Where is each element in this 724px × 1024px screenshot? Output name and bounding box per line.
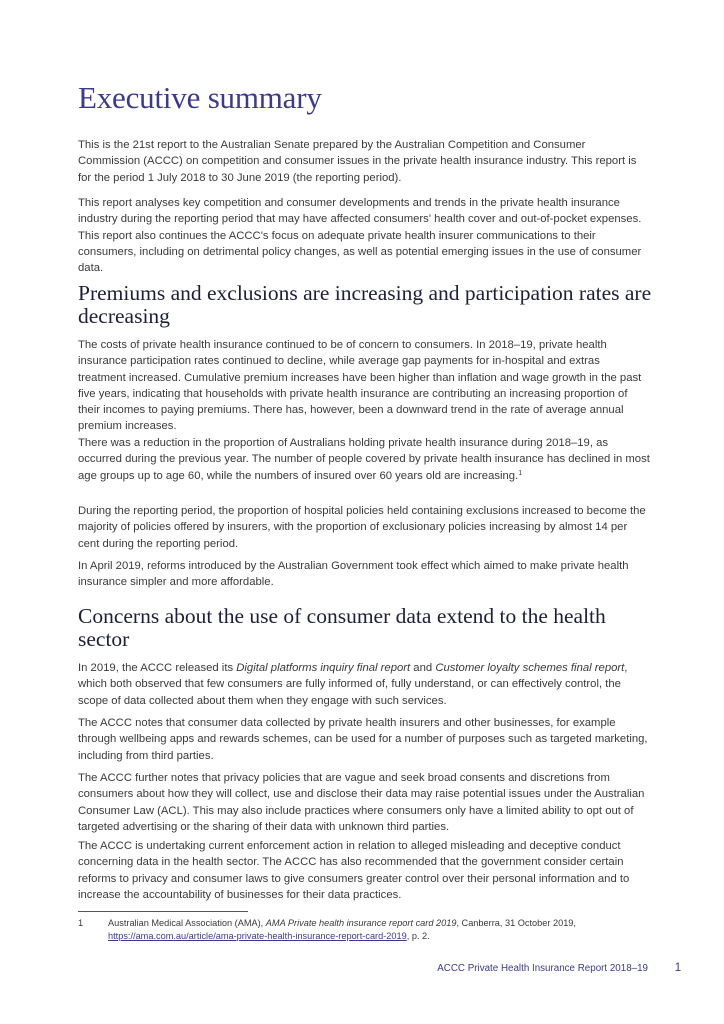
- footnote-place-date: , Canberra, 31 October 2019,: [456, 918, 576, 928]
- footnote-text: [108, 917, 648, 943]
- data-paragraph-4: The ACCC is undertaking current enforcement action in relation to alleged misleading and deceptive conduct concerning data in the health sector. The ACCC has also recommended that the government consider certain reforms to privacy and consumer laws to give consumers greater control over their personal information and to increase the accountability of businesses for their data practices.: [78, 840, 630, 901]
- footnote-title: AMA Private health insurance report card 2019: [265, 918, 457, 928]
- premiums-paragraph-1: The costs of private health insurance continued to be of concern to consumers. In 2018–19, private health insurance participation rates continued to decline, while average gap payments for in-hospital and extras treatment increased. Cumulative premium increases have been higher than inflation and wage growth in the past five years, indicating that households with private health insurance are contributing an increasing proportion of their incomes to paying premiums. There has, however, been a downward trend in the rate of average annual premium increases.: [78, 339, 642, 433]
- premiums-paragraph-2: [78, 435, 650, 484]
- data-paragraph-1-and: and: [410, 662, 436, 674]
- section-heading-consumer-data: Concerns about the use of consumer data extend to the health sector: [78, 604, 606, 651]
- footnote-reference[interactable]: 1: [518, 469, 523, 477]
- report-title-digital-platforms: Digital platforms inquiry final report: [236, 662, 411, 674]
- intro-paragraph-2: This report analyses key competition and consumer developments and trends in the private health insurance industry during the reporting period that may have affected consumers' health cover and out-of-pocket expenses. This report also continues the ACCC's focus on adequate private health insurer communications to their consumers, including on detrimental policy changes, as well as potential emerging issues in the use of consumer data.: [78, 197, 642, 275]
- data-paragraph-1: [78, 660, 650, 709]
- page-number: 1: [674, 962, 682, 974]
- data-paragraph-1-lead: In 2019, the ACCC released its: [78, 662, 237, 674]
- footer-report-name: ACCC Private Health Insurance Report 2018–19: [437, 963, 648, 974]
- intro-paragraph-1: This is the 21st report to the Australian Senate prepared by the Australian Competition and Consumer Commission (ACCC) on competition and consumer issues in the private health insurance industry. This report is for the period 1 July 2018 to 30 June 2019 (the reporting period).: [78, 139, 637, 184]
- footnote-number: 1: [78, 918, 84, 928]
- section-heading-premiums: Premiums and exclusions are increasing and participation rates are decreasing: [78, 281, 652, 328]
- premiums-paragraph-3: During the reporting period, the proportion of hospital policies held containing exclusions increased to become the majority of policies offered by insurers, with the proportion of exclusionary policies increasing by almost 14 per cent during the reporting period.: [78, 505, 646, 550]
- footnote-page: , p. 2.: [406, 931, 430, 941]
- footnote-source: Australian Medical Association (AMA),: [108, 918, 266, 928]
- premiums-paragraph-2-text: There was a reduction in the proportion of Australians holding private health insurance during 2018–19, as occurred during the previous year. The number of people covered by private health insurance has declined in most age groups up to age 60, while the numbers of insured over 60 years old are increasing.: [78, 437, 650, 482]
- page-title: Executive summary: [78, 80, 322, 115]
- data-paragraph-1-rest: , which both observed that few consumers are fully informed of, fully understand, or can effectively control, the scope of data collected about them when they engage with such services.: [78, 662, 628, 707]
- data-paragraph-3: The ACCC further notes that privacy policies that are vague and seek broad consents and discretions from consumers about how they will collect, use and disclose their data may raise potential issues under the Australian Consumer Law (ACL). This may also include practices where consumers only have a limited ability to opt out of targeted advertising or the sharing of their data with unknown third parties.: [78, 772, 645, 833]
- footnote-divider: [78, 911, 248, 912]
- data-paragraph-2: The ACCC notes that consumer data collected by private health insurers and other businesses, for example through wellbeing apps and rewards schemes, can be used for a number of purposes such as targeted marketing, including from third parties.: [78, 717, 648, 762]
- premiums-paragraph-4: In April 2019, reforms introduced by the Australian Government took effect which aimed to make private health insurance simpler and more affordable.: [78, 560, 629, 589]
- footnote-link[interactable]: https://ama.com.au/article/ama-private-health-insurance-report-card-2019: [108, 931, 407, 941]
- report-title-loyalty-schemes: Customer loyalty schemes final report: [435, 662, 625, 674]
